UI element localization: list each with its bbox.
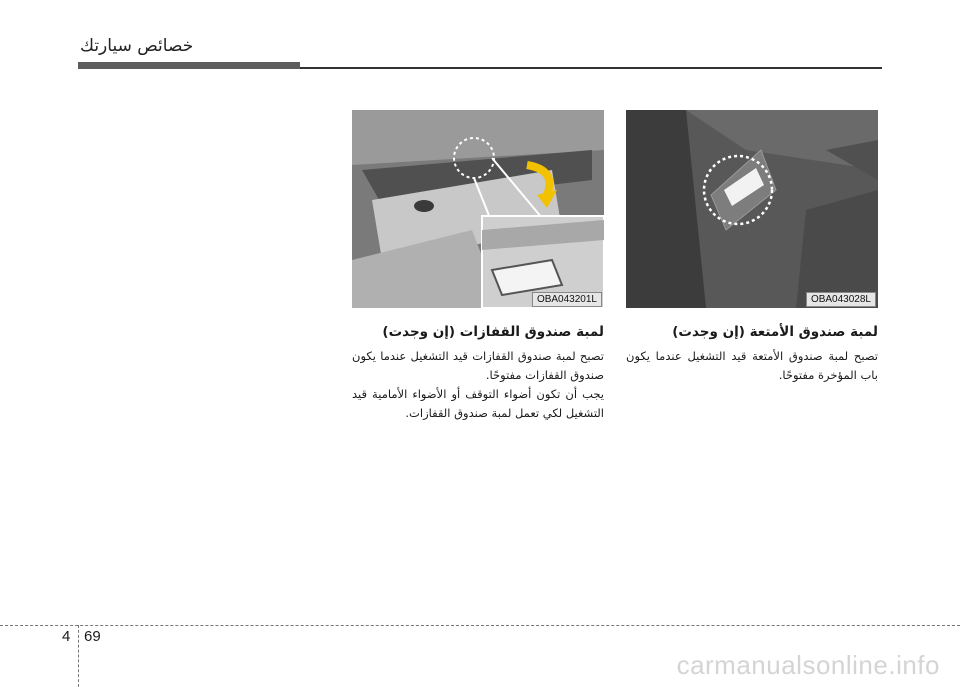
- glove-box-lamp-photo-icon: [352, 110, 604, 308]
- glove-box-lamp-text-1: تصبح لمبة صندوق القفازات قيد التشغيل عندما يكون صندوق القفازات مفتوحًا.: [352, 349, 604, 382]
- footer-divider-horizontal: [0, 625, 960, 626]
- page-header-title: خصائص سيارتك: [80, 36, 194, 56]
- page-number: 69: [84, 628, 101, 645]
- figure-code-luggage: OBA043028L: [806, 292, 876, 307]
- figure-code-glove-box: OBA043201L: [532, 292, 602, 307]
- watermark: carmanualsonline.info: [676, 650, 940, 680]
- footer-divider-vertical: [78, 625, 79, 687]
- glove-box-lamp-section: [352, 324, 604, 423]
- header-rule-thick: [78, 62, 300, 69]
- luggage-lamp-heading: لمبة صندوق الأمتعة (إن وجدت): [672, 324, 878, 340]
- luggage-lamp-photo-icon: [626, 110, 878, 308]
- luggage-lamp-section: [626, 324, 878, 385]
- header-rule-thin: [300, 67, 882, 69]
- luggage-lamp-figure: [626, 110, 878, 308]
- glove-box-lamp-figure: [352, 110, 604, 308]
- chapter-number: 4: [62, 628, 71, 645]
- glove-box-lamp-heading: لمبة صندوق القفازات (إن وجدت): [382, 324, 604, 340]
- luggage-lamp-text-1: تصبح لمبة صندوق الأمتعة قيد التشغيل عندما يكون باب المؤخرة مفتوحًا.: [626, 349, 878, 382]
- glove-box-lamp-text-2: يجب أن تكون أضواء التوقف أو الأضواء الأمامية قيد التشغيل لكي تعمل لمبة صندوق القفازات.: [352, 387, 604, 420]
